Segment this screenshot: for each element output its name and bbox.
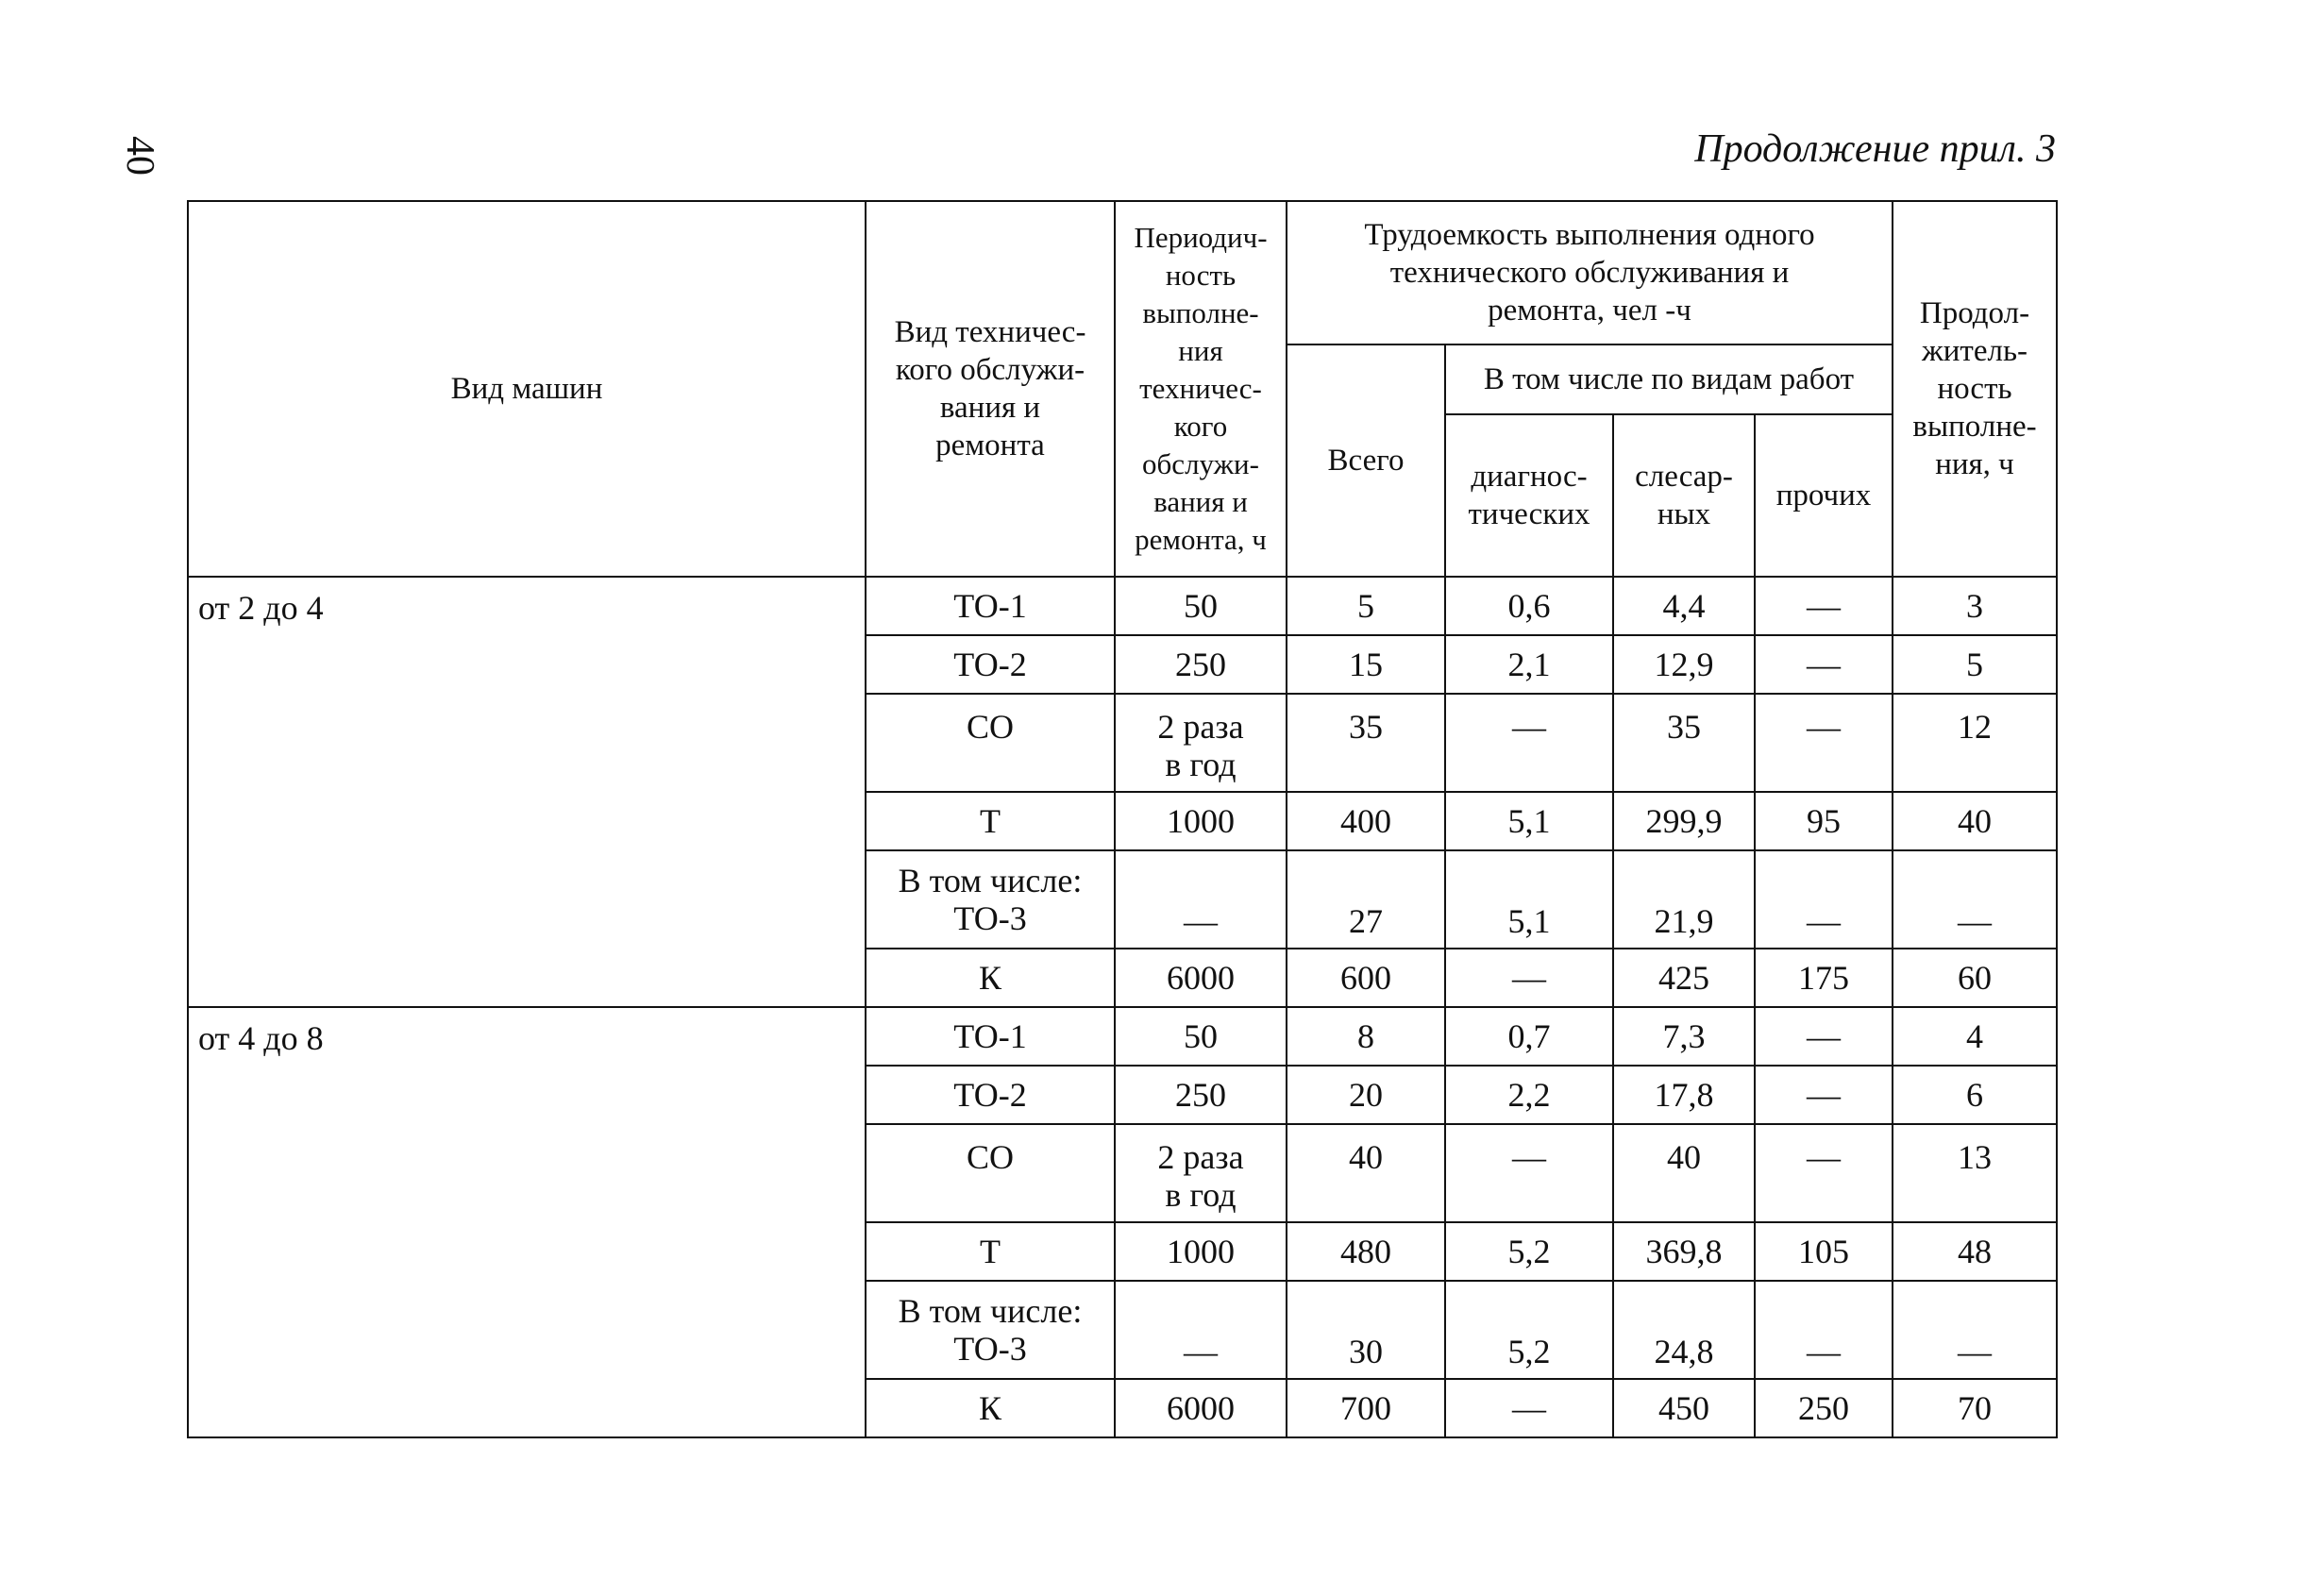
periodicity-cell: 250 xyxy=(1115,1066,1287,1124)
periodicity-cell: 250 xyxy=(1115,635,1287,694)
service-type-cell: ТО-1 xyxy=(866,577,1115,635)
total-cell: 30 xyxy=(1287,1281,1445,1379)
service-type-cell: ТО-1 xyxy=(866,1007,1115,1066)
table-header xyxy=(188,201,2057,577)
table-row xyxy=(188,577,2057,635)
locksmith-cell: 450 xyxy=(1613,1379,1755,1437)
periodicity-cell: 1000 xyxy=(1115,792,1287,850)
other-cell: — xyxy=(1755,1124,1893,1222)
other-cell: 95 xyxy=(1755,792,1893,850)
diagnostic-cell: — xyxy=(1445,1379,1613,1437)
service-type-cell: В том числе: ТО-3 xyxy=(866,850,1115,949)
locksmith-cell: 299,9 xyxy=(1613,792,1755,850)
table-row xyxy=(188,1007,2057,1066)
locksmith-cell: 7,3 xyxy=(1613,1007,1755,1066)
periodicity-cell: 6000 xyxy=(1115,1379,1287,1437)
other-cell: — xyxy=(1755,1281,1893,1379)
locksmith-cell: 425 xyxy=(1613,949,1755,1007)
diagnostic-cell: 5,2 xyxy=(1445,1222,1613,1281)
other-cell: — xyxy=(1755,694,1893,792)
service-type-cell: В том числе: ТО-3 xyxy=(866,1281,1115,1379)
periodicity-cell: — xyxy=(1115,850,1287,949)
locksmith-cell: 17,8 xyxy=(1613,1066,1755,1124)
machine-type-cell: от 2 до 4 xyxy=(188,577,866,1007)
header-labor-group-text: Трудоемкость выполнения одного технического обслуживания и ремонта, чел -ч xyxy=(1364,218,1815,328)
periodicity-cell: 50 xyxy=(1115,1007,1287,1066)
diagnostic-cell: 5,1 xyxy=(1445,850,1613,949)
diagnostic-cell: 2,2 xyxy=(1445,1066,1613,1124)
header-duration-text: Продол- житель- ность выполне- ния, ч xyxy=(1912,296,2037,481)
service-type-cell: К xyxy=(866,949,1115,1007)
total-cell: 600 xyxy=(1287,949,1445,1007)
service-type-cell: Т xyxy=(866,792,1115,850)
other-cell: — xyxy=(1755,1007,1893,1066)
duration-cell: 60 xyxy=(1893,949,2057,1007)
locksmith-cell: 35 xyxy=(1613,694,1755,792)
duration-cell: 48 xyxy=(1893,1222,2057,1281)
service-type-cell: СО xyxy=(866,1124,1115,1222)
duration-cell: — xyxy=(1893,1281,2057,1379)
total-cell: 8 xyxy=(1287,1007,1445,1066)
locksmith-cell: 21,9 xyxy=(1613,850,1755,949)
service-type-cell: СО xyxy=(866,694,1115,792)
duration-cell: 6 xyxy=(1893,1066,2057,1124)
diagnostic-cell: — xyxy=(1445,949,1613,1007)
total-cell: 20 xyxy=(1287,1066,1445,1124)
other-cell: 175 xyxy=(1755,949,1893,1007)
service-type-cell: Т xyxy=(866,1222,1115,1281)
duration-cell: 13 xyxy=(1893,1124,2057,1222)
duration-cell: 40 xyxy=(1893,792,2057,850)
locksmith-cell: 24,8 xyxy=(1613,1281,1755,1379)
diagnostic-cell: 5,2 xyxy=(1445,1281,1613,1379)
periodicity-cell: 2 раза в год xyxy=(1115,694,1287,792)
total-cell: 35 xyxy=(1287,694,1445,792)
total-cell: 5 xyxy=(1287,577,1445,635)
service-type-cell: ТО-2 xyxy=(866,635,1115,694)
total-cell: 27 xyxy=(1287,850,1445,949)
other-cell: — xyxy=(1755,635,1893,694)
duration-cell: 3 xyxy=(1893,577,2057,635)
other-cell: 105 xyxy=(1755,1222,1893,1281)
total-cell: 400 xyxy=(1287,792,1445,850)
continuation-title: Продолжение прил. 3 xyxy=(1694,127,2056,171)
periodicity-cell: — xyxy=(1115,1281,1287,1379)
maintenance-table xyxy=(187,200,2058,1438)
locksmith-cell: 4,4 xyxy=(1613,577,1755,635)
locksmith-cell: 369,8 xyxy=(1613,1222,1755,1281)
header-other: прочих xyxy=(1755,414,1893,577)
header-periodicity-text: Периодич- ность выполне- ния техничес- кого обслужи- вания и ремонта, ч xyxy=(1134,221,1268,556)
periodicity-cell: 50 xyxy=(1115,577,1287,635)
machine-type-cell: от 4 до 8 xyxy=(188,1007,866,1437)
diagnostic-cell: — xyxy=(1445,694,1613,792)
header-machine-type: Вид машин xyxy=(188,201,866,577)
service-type-cell: К xyxy=(866,1379,1115,1437)
total-cell: 700 xyxy=(1287,1379,1445,1437)
total-cell: 40 xyxy=(1287,1124,1445,1222)
duration-cell: 12 xyxy=(1893,694,2057,792)
total-cell: 15 xyxy=(1287,635,1445,694)
diagnostic-cell: 0,6 xyxy=(1445,577,1613,635)
header-duration xyxy=(1893,201,2057,577)
header-diagnostic-text: диагнос- тических xyxy=(1468,460,1590,531)
header-labor-group xyxy=(1287,201,1893,344)
header-service-type xyxy=(866,201,1115,577)
locksmith-cell: 12,9 xyxy=(1613,635,1755,694)
periodicity-cell: 1000 xyxy=(1115,1222,1287,1281)
header-by-work-type: В том числе по видам работ xyxy=(1445,344,1893,414)
header-diagnostic xyxy=(1445,414,1613,577)
other-cell: — xyxy=(1755,577,1893,635)
header-locksmith-text: слесар- ных xyxy=(1635,460,1733,531)
duration-cell: 5 xyxy=(1893,635,2057,694)
periodicity-cell: 6000 xyxy=(1115,949,1287,1007)
other-cell: — xyxy=(1755,850,1893,949)
other-cell: — xyxy=(1755,1066,1893,1124)
table-body xyxy=(188,577,2057,1437)
diagnostic-cell: — xyxy=(1445,1124,1613,1222)
header-locksmith xyxy=(1613,414,1755,577)
service-type-cell: ТО-2 xyxy=(866,1066,1115,1124)
diagnostic-cell: 0,7 xyxy=(1445,1007,1613,1066)
header-periodicity xyxy=(1115,201,1287,577)
periodicity-cell: 2 раза в год xyxy=(1115,1124,1287,1222)
duration-cell: — xyxy=(1893,850,2057,949)
diagnostic-cell: 5,1 xyxy=(1445,792,1613,850)
page-number: 40 xyxy=(118,136,161,176)
locksmith-cell: 40 xyxy=(1613,1124,1755,1222)
duration-cell: 4 xyxy=(1893,1007,2057,1066)
total-cell: 480 xyxy=(1287,1222,1445,1281)
other-cell: 250 xyxy=(1755,1379,1893,1437)
header-total: Всего xyxy=(1287,344,1445,577)
header-service-type-text: Вид техничес- кого обслужи- вания и ремонта xyxy=(894,315,1086,462)
diagnostic-cell: 2,1 xyxy=(1445,635,1613,694)
duration-cell: 70 xyxy=(1893,1379,2057,1437)
